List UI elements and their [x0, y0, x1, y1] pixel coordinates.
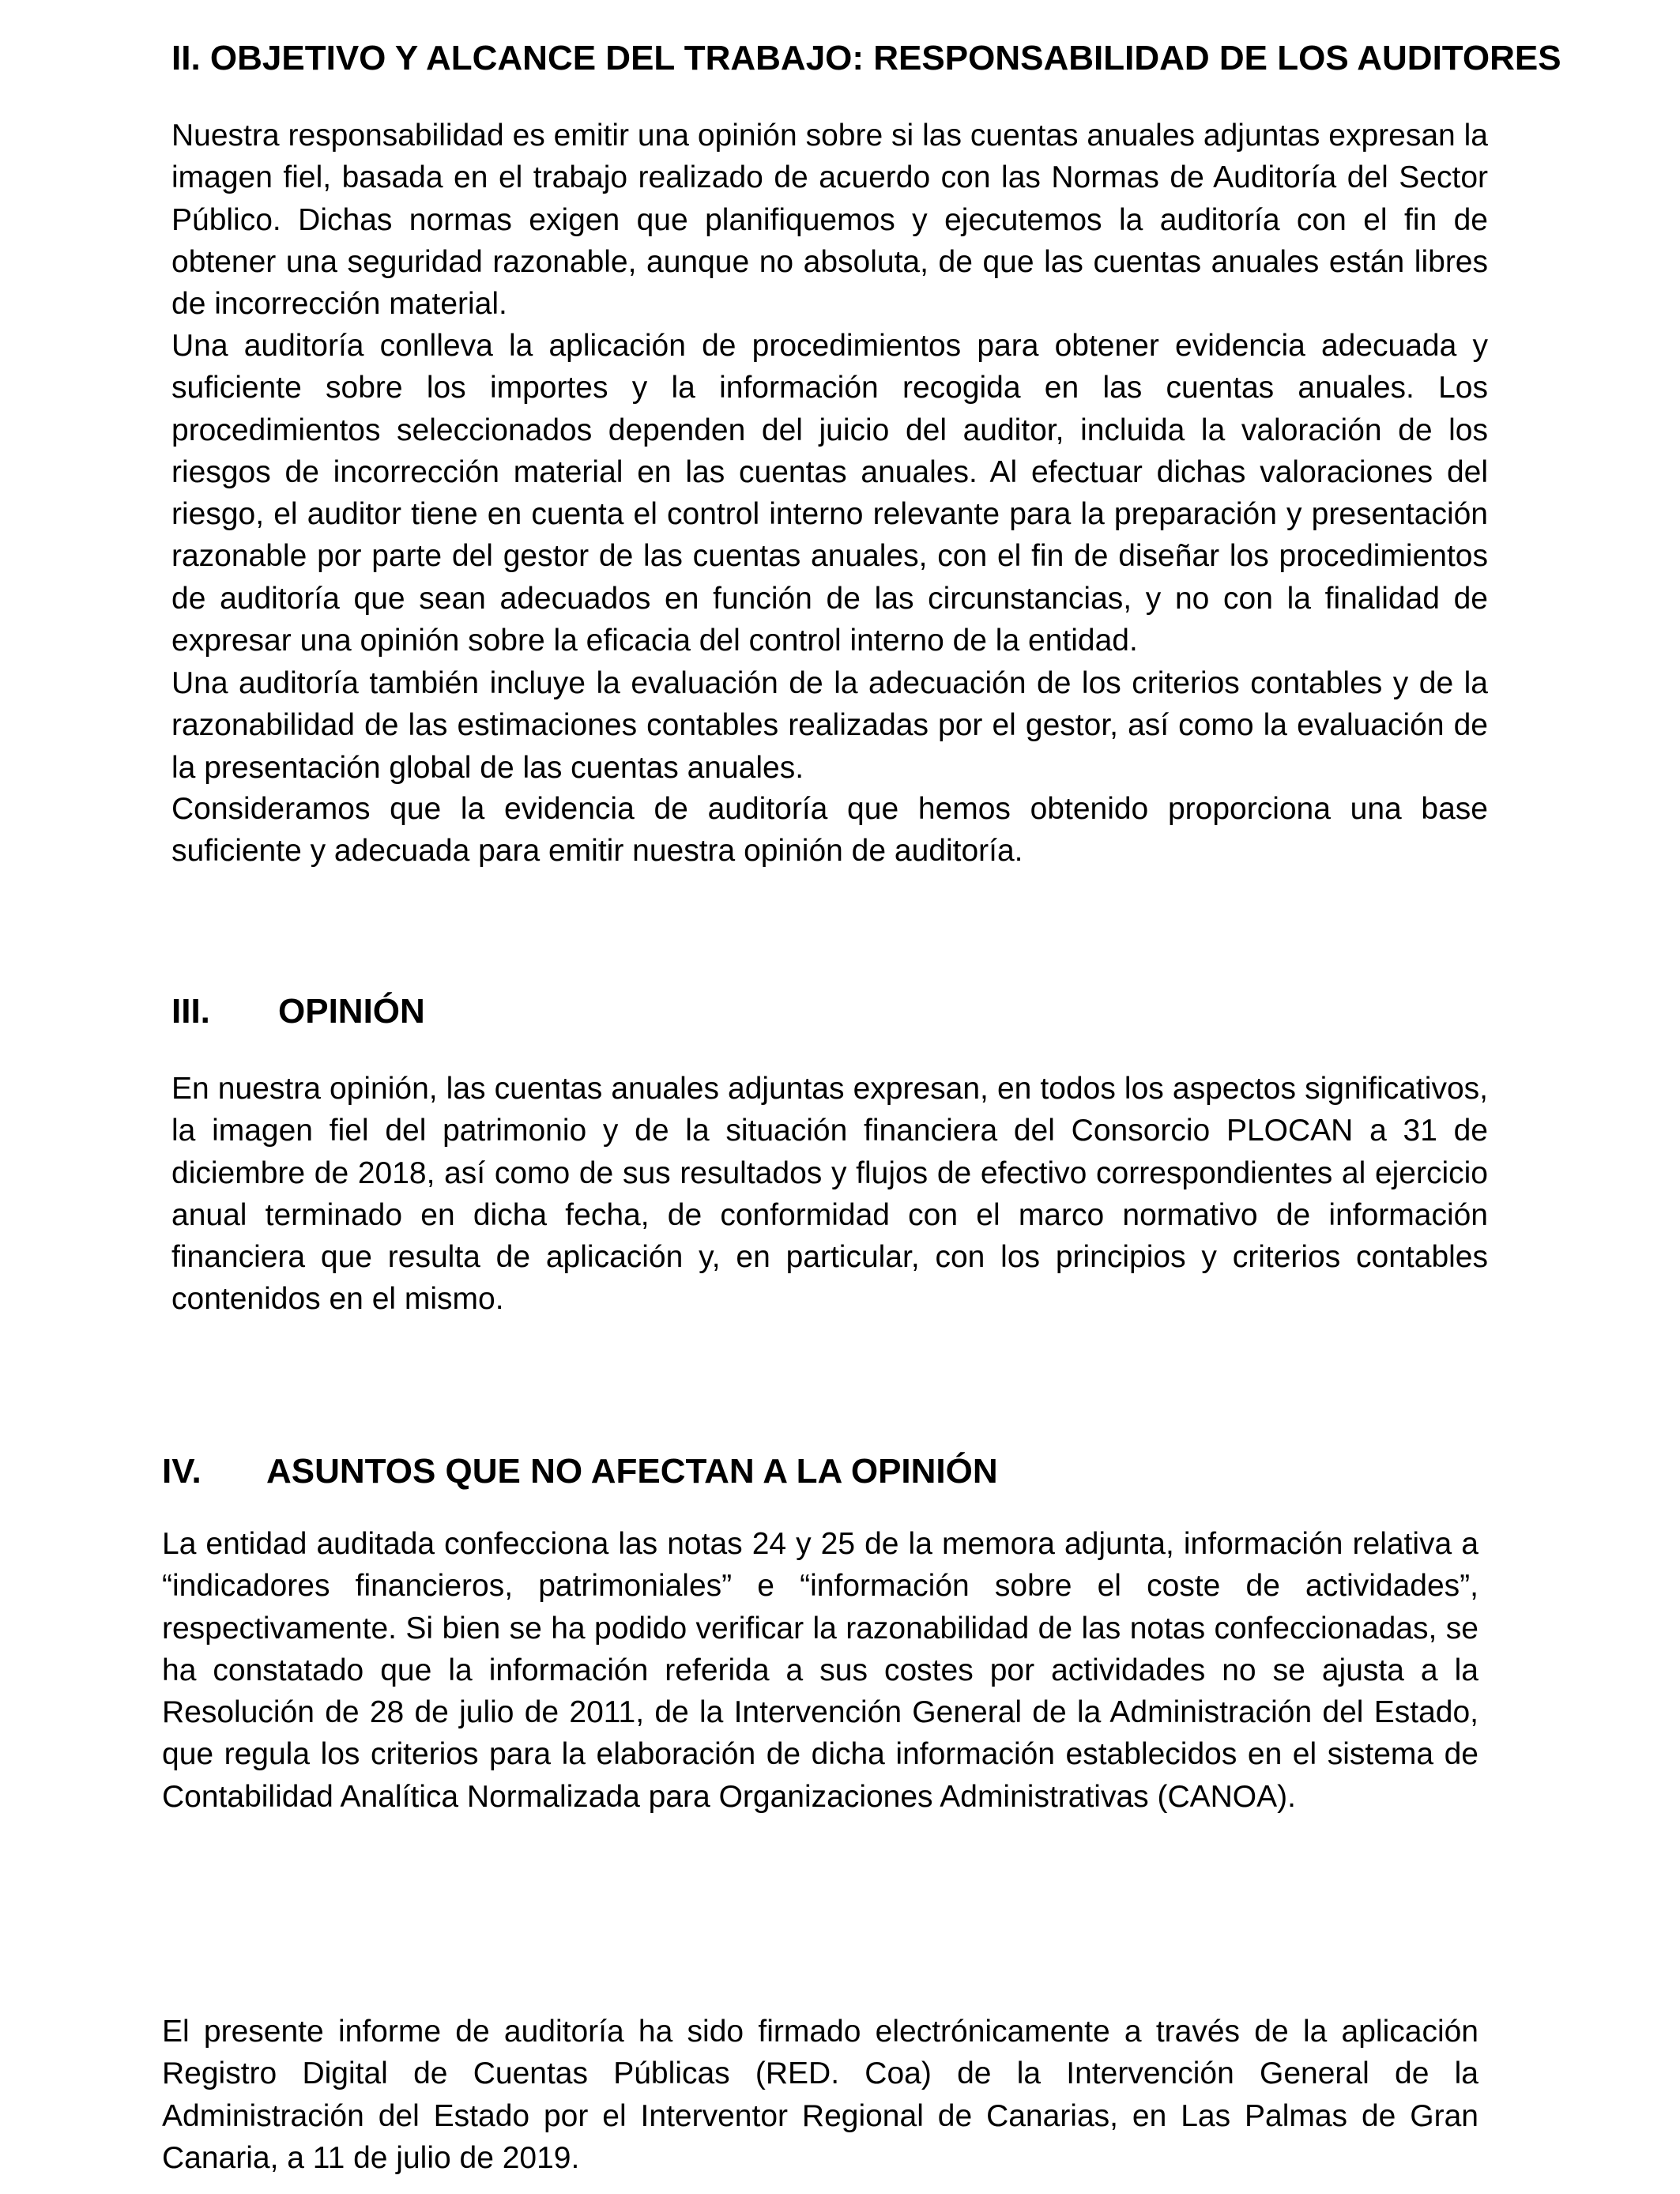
section-ii-paragraph-2: Una auditoría conlleva la aplicación de procedimientos para obtener evidencia adecuada y suficiente sobre los importes y la información recogida en las cuentas anuales. Los procedimientos seleccionados dependen del juicio del auditor, incluida la valoración de los riesgos de incorrección material en las cuentas anuales. Al efectuar dichas valoraciones del riesgo, el auditor tiene en cuenta el control interno relevante para la preparación y presentación razonable por parte del gestor de las cuentas anuales, con el fin de diseñar los procedimientos de auditoría que sean adecuados en función de las circunstancias, y no con la finalidad de expresar una opinión sobre la eficacia del control interno de la entidad. [171, 329, 1488, 658]
section-iii-heading [171, 991, 425, 1032]
section-iv-heading [162, 1451, 998, 1492]
section-iv-title: ASUNTOS QUE NO AFECTAN A LA OPINIÓN [266, 1452, 998, 1491]
section-iii-number: III. [171, 992, 210, 1031]
section-ii-heading: II. OBJETIVO Y ALCANCE DEL TRABAJO: RESPONSABILIDAD DE LOS AUDITORES [171, 39, 1561, 77]
section-iii-paragraph: En nuestra opinión, las cuentas anuales adjuntas expresan, en todos los aspectos significativos, la imagen fiel del patrimonio y de la situación financiera del Consorcio PLOCAN a 31 de diciembre de 2018, así como de sus resultados y flujos de efectivo correspondientes al ejercicio anual terminado en dicha fecha, de conformidad con el marco normativo de información financiera que resulta de aplicación y, en particular, con los principios y criterios contables contenidos en el mismo. [171, 1072, 1488, 1317]
closing-paragraph: El presente informe de auditoría ha sido firmado electrónicamente a través de la aplicación Registro Digital de Cuentas Públicas (RED. Coa) de la Intervención General de la Administración del Estado por el Interventor Regional de Canarias, en Las Palmas de Gran Canaria, a 11 de julio de 2019. [162, 2015, 1478, 2175]
section-iv-number: IV. [162, 1452, 202, 1491]
section-iv-paragraph: La entidad auditada confecciona las notas 24 y 25 de la memora adjunta, información relativa a “indicadores financieros, patrimoniales” e “información sobre el coste de actividades”, respectivamente. Si bien se ha podido verificar la razonabilidad de las notas confeccionadas, se ha constatado que la información referida a sus costes por actividades no se ajusta a la Resolución de 28 de julio de 2011, de la Intervención General de la Administración del Estado, que regula los criterios para la elaboración de dicha información establecidos en el sistema de Contabilidad Analítica Normalizada para Organizaciones Administrativas (CANOA). [162, 1527, 1478, 1814]
section-ii-paragraph-3: Una auditoría también incluye la evaluación de la adecuación de los criterios contables y de la razonabilidad de las estimaciones contables realizadas por el gestor, así como la evaluación de la presentación global de las cuentas anuales. [171, 666, 1488, 785]
section-iii-title: OPINIÓN [278, 992, 425, 1031]
section-ii-paragraph-1: Nuestra responsabilidad es emitir una opinión sobre si las cuentas anuales adjuntas expresan la imagen fiel, basada en el trabajo realizado de acuerdo con las Normas de Auditoría del Sector Público. Dichas normas exigen que planifiquemos y ejecutemos la auditoría con el fin de obtener una seguridad razonable, aunque no absoluta, de que las cuentas anuales están libres de incorrección material. [171, 119, 1488, 322]
section-ii-paragraph-4: Consideramos que la evidencia de auditoría que hemos obtenido proporciona una base suficiente y adecuada para emitir nuestra opinión de auditoría. [171, 792, 1488, 869]
